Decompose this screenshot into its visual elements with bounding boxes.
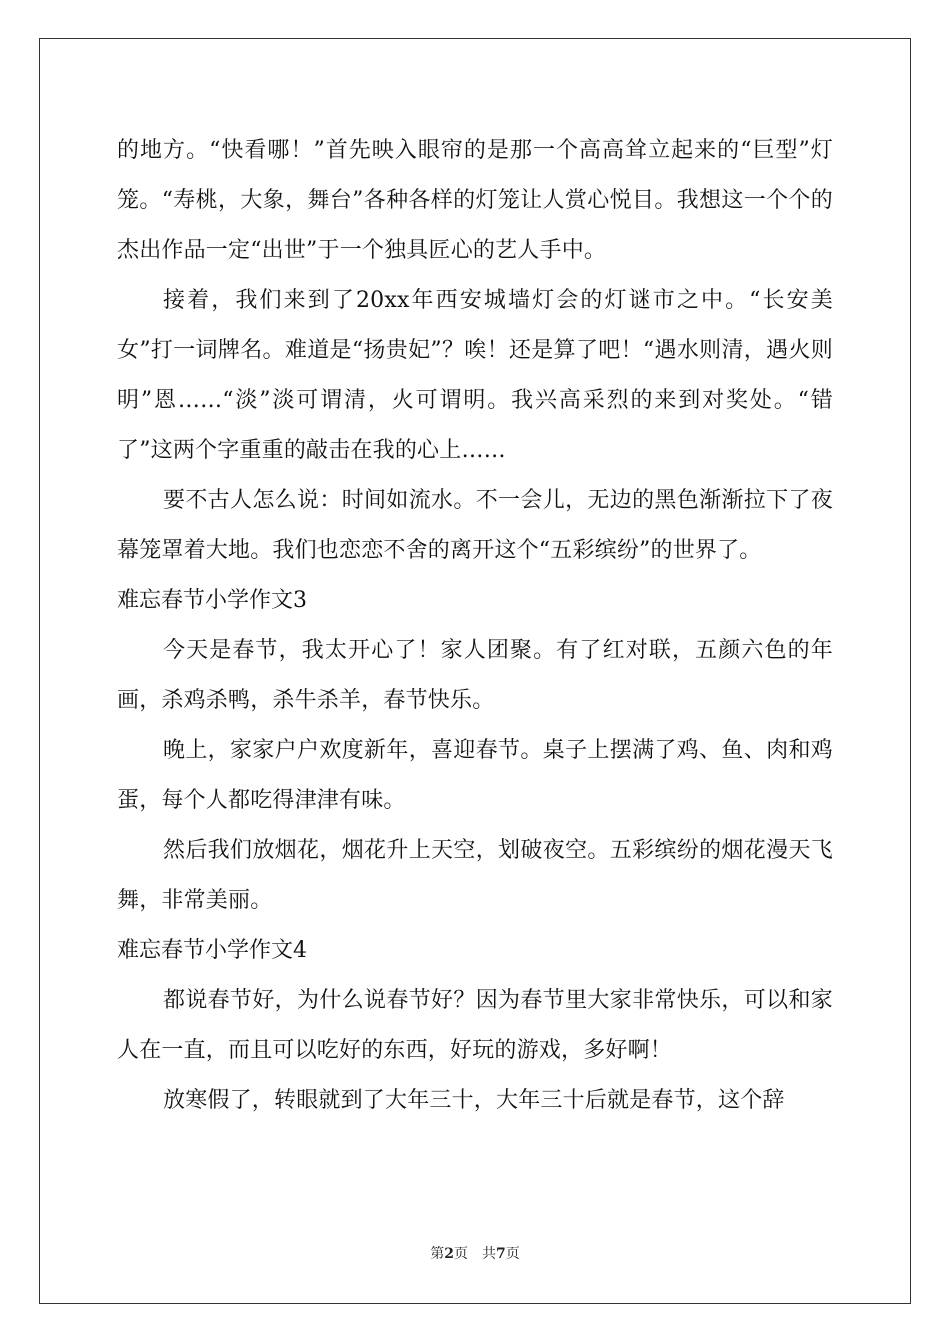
section-heading-3: 难忘春节小学作文3 bbox=[117, 588, 307, 613]
paragraph-5: 晚上，家家户户欢度新年，喜迎春节。桌子上摆满了鸡、鱼、肉和鸡蛋，每个人都吃得津津有味。 bbox=[117, 738, 833, 813]
page-prefix: 第 bbox=[430, 1246, 445, 1262]
paragraph-4: 今天是春节，我太开心了！家人团聚。有了红对联，五颜六色的年画，杀鸡杀鸭，杀牛杀羊，春节快乐。 bbox=[117, 638, 833, 713]
paragraph-8: 放寒假了，转眼就到了大年三十，大年三十后就是春节，这个辞 bbox=[163, 1088, 785, 1113]
page-footer bbox=[0, 1244, 950, 1264]
paragraph-7: 都说春节好，为什么说春节好？因为春节里大家非常快乐，可以和家人在一直，而且可以吃好的东西，好玩的游戏，多好啊！ bbox=[117, 988, 833, 1063]
total-prefix: 共 bbox=[482, 1246, 496, 1262]
total-page-number: 7 bbox=[496, 1246, 506, 1262]
total-suffix: 页 bbox=[505, 1246, 520, 1262]
current-page-number: 2 bbox=[444, 1246, 454, 1262]
paragraph-6: 然后我们放烟花，烟花升上天空，划破夜空。五彩缤纷的烟花漫天飞舞，非常美丽。 bbox=[117, 838, 833, 913]
document-body bbox=[117, 126, 833, 1126]
paragraph-1: 的地方。“快看哪！”首先映入眼帘的是那一个高高耸立起来的“巨型”灯笼。“寿桃，大象，舞台”各种各样的灯笼让人赏心悦目。我想这一个个的杰出作品一定“出世”于一个独具匠心的艺人手中。 bbox=[117, 138, 833, 263]
section-heading-4: 难忘春节小学作文4 bbox=[117, 938, 307, 963]
paragraph-2: 接着，我们来到了20xx年西安城墙灯会的灯谜市之中。“长安美女”打一词牌名。难道是“扬贵妃”？唉！还是算了吧！“遇水则清，遇火则明”恩……“淡”淡可谓清，火可谓明。我兴高采烈的来到对奖处。“错了”这两个字重重的敲击在我的心上…… bbox=[117, 288, 833, 463]
page-suffix: 页 bbox=[454, 1246, 468, 1262]
paragraph-3: 要不古人怎么说：时间如流水。不一会儿，无边的黑色渐渐拉下了夜幕笼罩着大地。我们也恋恋不舍的离开这个“五彩缤纷”的世界了。 bbox=[117, 488, 833, 563]
